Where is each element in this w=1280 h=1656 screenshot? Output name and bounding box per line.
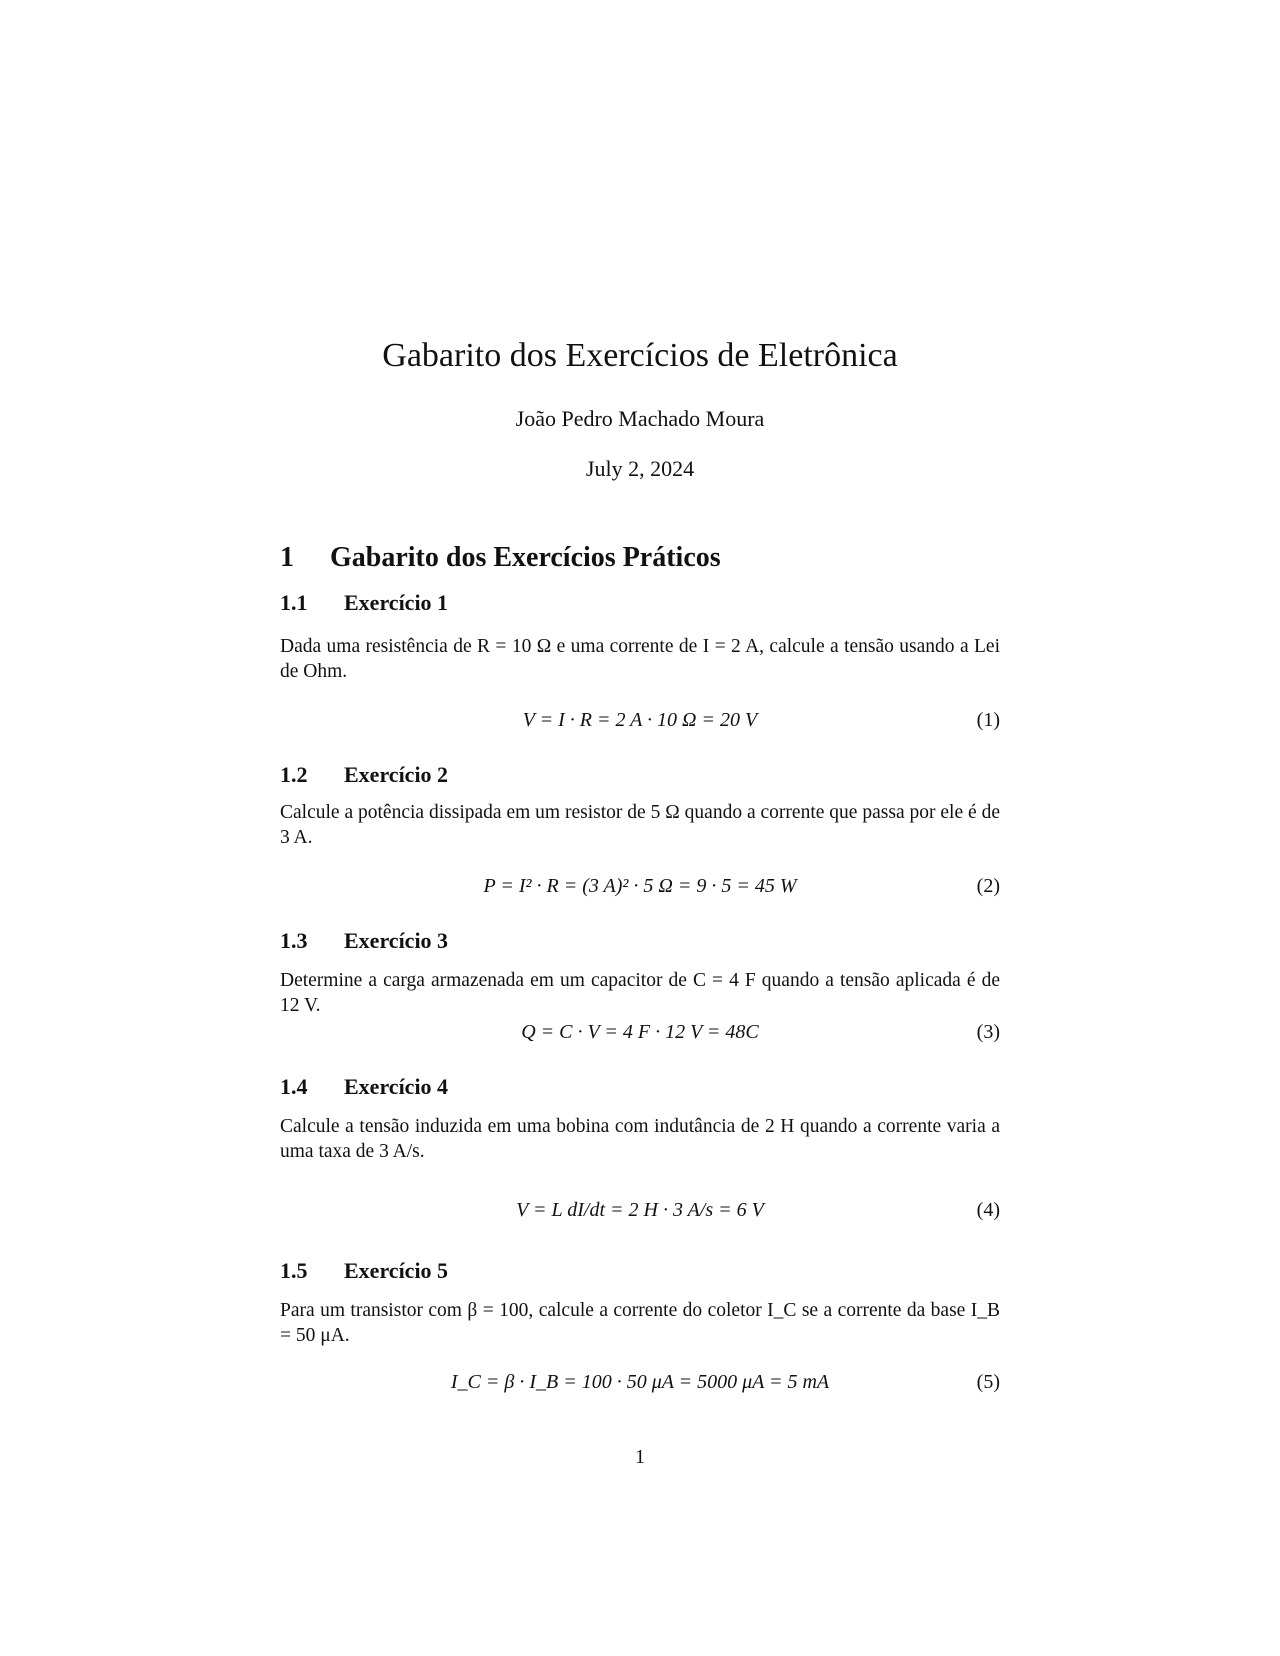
subsection-title: Exercício 1 (344, 590, 449, 615)
exercise-text-2: Calcule a potência dissipada em um resistor de 5 Ω quando a corrente que passa por ele é de 3 A. (280, 802, 1000, 848)
exercise-text-3: Determine a carga armazenada em um capacitor de C = 4 F quando a tensão aplicada é de 12 V. (280, 970, 1000, 1016)
subsection-heading-5 (280, 1256, 1000, 1286)
equation-expression: Q = C · V = 4 F · 12 V = 48C (521, 1021, 759, 1043)
equation-1 (280, 700, 1000, 740)
subsection-title: Exercício 5 (344, 1258, 449, 1283)
document-title: Gabarito dos Exercícios de Eletrônica (382, 337, 898, 374)
equation-expression: I_C = β · I_B = 100 · 50 μA = 5000 μA = 5 mA (450, 1371, 830, 1393)
document-author: João Pedro Machado Moura (515, 406, 765, 431)
subsection-title: Exercício 2 (344, 762, 449, 787)
equation-number: (1) (976, 709, 1000, 731)
equation-3 (280, 1012, 1000, 1052)
equation-2 (280, 866, 1000, 906)
subsection-heading-3 (280, 926, 1000, 956)
exercise-text-4: Calcule a tensão induzida em uma bobina com indutância de 2 H quando a corrente varia a uma taxa de 3 A/s. (280, 1116, 1000, 1162)
exercise-text-5: Para um transistor com β = 100, calcule a corrente do coletor I_C se a corrente da base I_B = 50 μA. (280, 1300, 1000, 1346)
equation-4 (280, 1180, 1000, 1240)
subsection-number: 1.1 (280, 590, 308, 615)
equation-number: (5) (976, 1371, 1000, 1393)
subsection-heading-2 (280, 760, 1000, 790)
subsection-number: 1.3 (280, 928, 308, 953)
subsection-number: 1.4 (280, 1074, 308, 1099)
subsection-number: 1.5 (280, 1258, 308, 1283)
equation-expression: V = I · R = 2 A · 10 Ω = 20 V (522, 709, 758, 731)
section-title: Gabarito dos Exercícios Práticos (330, 542, 721, 573)
section-number: 1 (280, 542, 294, 573)
page-number: 1 (635, 1446, 645, 1468)
subsection-title: Exercício 4 (344, 1074, 449, 1099)
equation-expression: V = L dI/dt = 2 H · 3 A/s = 6 V (516, 1199, 764, 1221)
section-heading (280, 538, 1000, 578)
equation-expression: P = I² · R = (3 A)² · 5 Ω = 9 · 5 = 45 W (483, 875, 797, 897)
equation-number: (4) (976, 1199, 1000, 1221)
exercise-text-1: Dada uma resistência de R = 10 Ω e uma corrente de I = 2 A, calcule a tensão usando a Lei de Ohm. (280, 636, 1000, 682)
subsection-heading-1 (280, 588, 1000, 618)
document-date: July 2, 2024 (585, 456, 695, 481)
subsection-title: Exercício 3 (344, 928, 449, 953)
equation-number: (3) (976, 1021, 1000, 1043)
equation-number: (2) (976, 875, 1000, 897)
equation-5 (280, 1362, 1000, 1402)
subsection-number: 1.2 (280, 762, 308, 787)
subsection-heading-4 (280, 1072, 1000, 1102)
